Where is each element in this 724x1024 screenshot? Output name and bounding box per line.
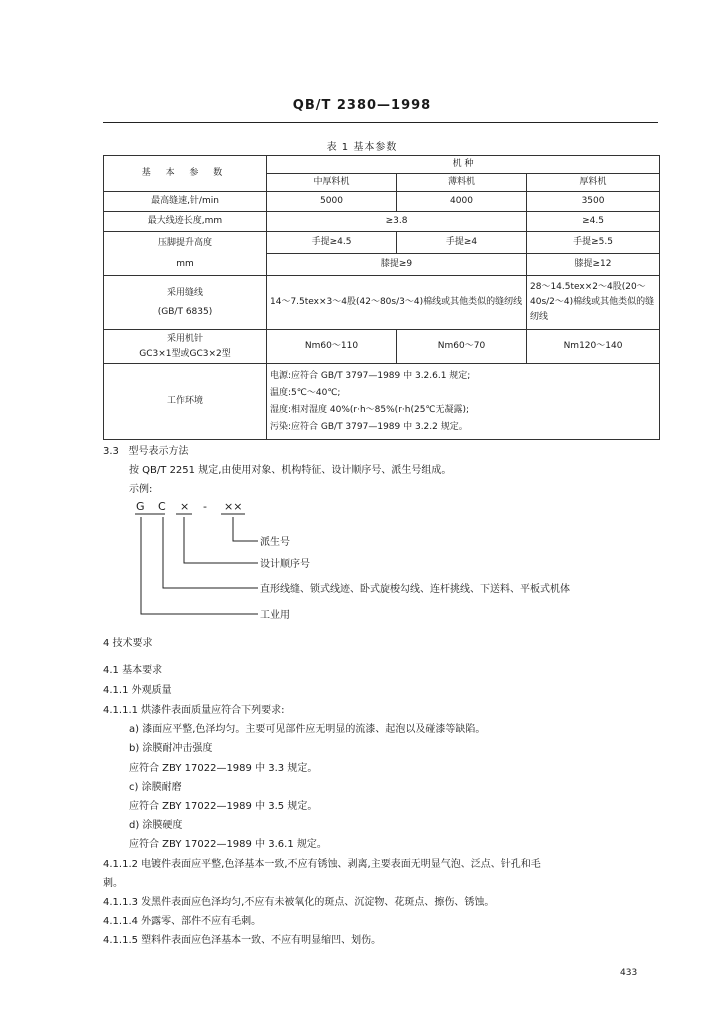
cell-knee-lift-medium-thin: 膝提≥9 <box>267 254 527 276</box>
row-label-thread <box>104 276 267 330</box>
cell-needle-thin: Nm60～70 <box>397 330 527 364</box>
page-number: 433 <box>620 968 638 978</box>
cell-max-stitch-thick: ≥4.5 <box>527 212 660 232</box>
row-label-max-stitch: 最大线迹长度,mm <box>104 212 267 232</box>
section-3-3-title: 型号表示方法 <box>128 446 189 457</box>
env-humidity: 湿度:相对湿度 40%(r·h～85%(r·h(25℃无凝露); <box>270 404 470 415</box>
clause-4-1-1-2-cont: 刺。 <box>103 878 123 889</box>
table-caption: 表 1 基本参数 <box>326 142 398 153</box>
env-pollution: 污染:应符合 GB/T 3797—1989 中 3.2.2 规定。 <box>270 421 468 432</box>
param-header-cell: 基 本 参 数 <box>104 156 267 192</box>
presser-lift-unit: mm <box>176 258 194 269</box>
clause-4-1-1-5: 4.1.1.5 塑料件表面应色泽基本一致、不应有明显缩凹、划伤。 <box>103 935 382 946</box>
needle-type: GC3×1型或GC3×2型 <box>139 348 231 359</box>
code-char-design-no: × <box>180 500 190 513</box>
row-label-needle <box>104 330 267 364</box>
header-rule <box>103 122 658 123</box>
section-3-3-heading <box>103 442 188 461</box>
cell-needle-medium: Nm60～110 <box>267 330 397 364</box>
thread-standard: (GB/T 6835) <box>157 306 213 317</box>
section-3-3-number: 3.3 <box>103 446 119 457</box>
col-header-thick: 厚料机 <box>527 174 660 192</box>
code-char-g: G <box>136 500 145 513</box>
cell-max-speed-medium: 5000 <box>267 192 397 212</box>
model-code-leader-lines <box>103 498 663 623</box>
section-3-3-text: 按 QB/T 2251 规定,由使用对象、机构特征、设计顺序号、派生号组成。 <box>129 465 452 476</box>
item-d-hardness: d) 涂膜硬度 <box>129 820 183 831</box>
presser-lift-label: 压脚提升高度 <box>157 237 212 248</box>
col-header-medium: 中厚料机 <box>267 174 397 192</box>
item-c-spec: 应符合 ZBY 17022—1989 中 3.5 规定。 <box>129 801 318 812</box>
cell-max-speed-thick: 3500 <box>527 192 660 212</box>
label-industrial-use: 工业用 <box>260 610 290 621</box>
code-char-c: C <box>158 500 166 513</box>
cell-max-speed-thin: 4000 <box>397 192 527 212</box>
row-label-environment: 工作环境 <box>104 364 267 440</box>
example-label: 示例: <box>129 484 153 495</box>
clause-4-1-1-2: 4.1.1.2 电镀件表面应平整,色泽基本一致,不应有锈蚀、剥离,主要表面无明显气泡、泛点、针孔和毛 <box>103 859 541 870</box>
model-code-diagram <box>103 498 663 623</box>
cell-thread-medium-thin: 14～7.5tex×3～4股(42～80s/3～4)棉线或其他类似的缝纫线 <box>267 276 527 330</box>
env-temperature: 温度:5℃～40℃; <box>270 387 341 398</box>
section-4-heading: 4 技术要求 <box>103 638 153 649</box>
item-a-paint-surface: a) 漆面应平整,色泽均匀。主要可见部件应无明显的流漆、起泡以及碰漆等缺陷。 <box>129 724 486 735</box>
cell-hand-lift-thick: 手提≥5.5 <box>527 232 660 254</box>
code-char-derivative: ×× <box>224 500 243 513</box>
basic-parameters-table <box>103 155 660 440</box>
row-label-max-speed: 最高缝速,针/min <box>104 192 267 212</box>
col-header-thin: 薄料机 <box>397 174 527 192</box>
needle-label: 采用机针 <box>166 333 203 344</box>
thread-label: 采用缝线 <box>166 287 203 298</box>
env-power: 电源:应符合 GB/T 3797—1989 中 3.2.6.1 规定; <box>270 370 471 381</box>
machine-type-header: 机 种 <box>267 156 660 174</box>
cell-needle-thick: Nm120～140 <box>527 330 660 364</box>
label-derivative-no: 派生号 <box>260 537 290 548</box>
item-d-spec: 应符合 ZBY 17022—1989 中 3.6.1 规定。 <box>129 839 327 850</box>
label-mechanism-features: 直形线缝、锁式线迹、卧式旋梭勾线、连杆挑线、下送料、平板式机体 <box>260 584 570 595</box>
cell-knee-lift-thick: 膝提≥12 <box>527 254 660 276</box>
item-c-wear: c) 涂膜耐磨 <box>129 782 182 793</box>
cell-hand-lift-medium: 手提≥4.5 <box>267 232 397 254</box>
clause-4-1-1-3: 4.1.1.3 发黑件表面应色泽均匀,不应有未被氧化的斑点、沉淀物、花斑点、擦伤、锈蚀。 <box>103 897 495 908</box>
clause-4-1-1-1: 4.1.1.1 烘漆件表面质量应符合下列要求: <box>103 705 285 716</box>
item-b-spec: 应符合 ZBY 17022—1989 中 3.3 规定。 <box>129 763 318 774</box>
cell-hand-lift-thin: 手提≥4 <box>397 232 527 254</box>
clause-4-1-1-4: 4.1.1.4 外露零、部件不应有毛刺。 <box>103 916 262 927</box>
code-char-dash: - <box>203 500 207 513</box>
row-label-presser-lift <box>104 232 267 276</box>
page-header-code: QB/T 2380—1998 <box>292 98 432 113</box>
clause-4-1: 4.1 基本要求 <box>103 665 163 676</box>
item-b-impact: b) 涂膜耐冲击强度 <box>129 743 213 754</box>
clause-4-1-1: 4.1.1 外观质量 <box>103 685 172 696</box>
label-design-sequence: 设计顺序号 <box>260 559 310 570</box>
cell-max-stitch-medium-thin: ≥3.8 <box>267 212 527 232</box>
cell-thread-thick: 28～14.5tex×2～4股(20～40s/2～4)棉线或其他类似的缝纫线 <box>527 276 660 330</box>
cell-environment <box>267 364 660 440</box>
